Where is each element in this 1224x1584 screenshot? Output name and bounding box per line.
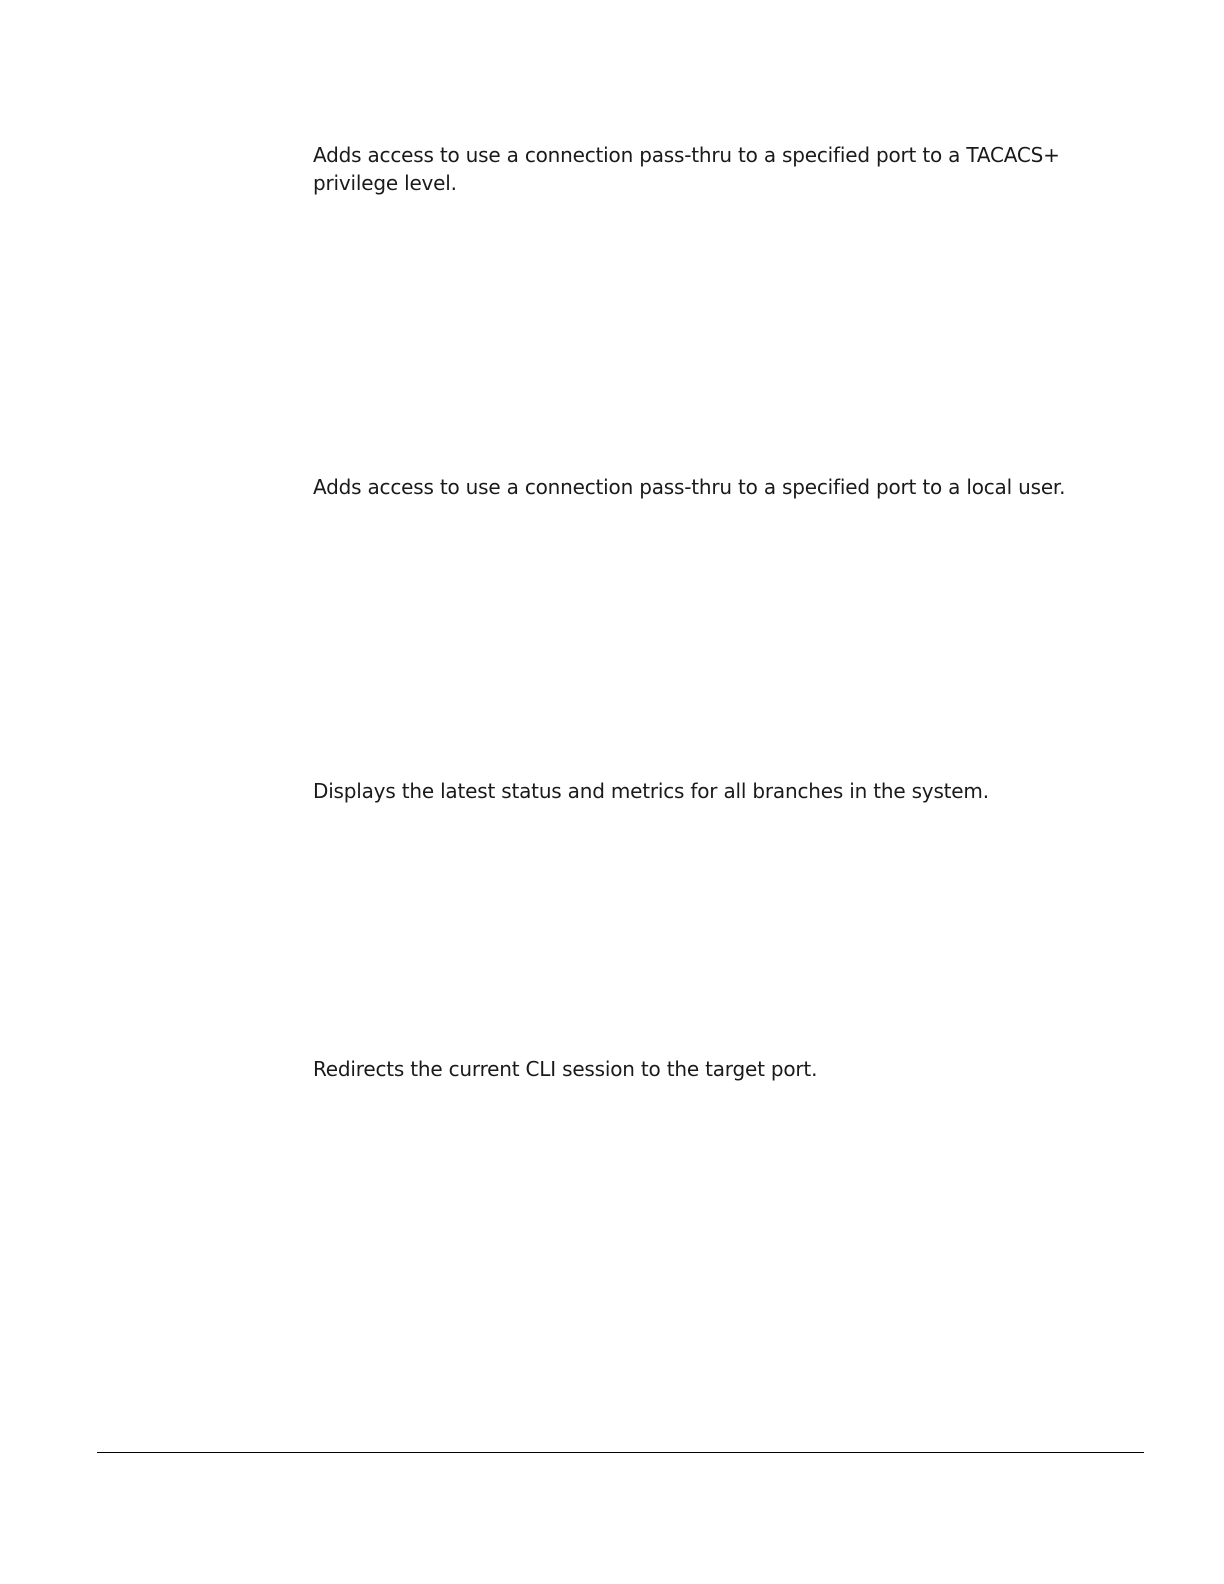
command-description: Adds access to use a connection pass-thru to a specified port to a local user. xyxy=(313,475,1066,499)
command-description: Adds access to use a connection pass-thru to a specified port to a TACACS+ privilege level. xyxy=(313,143,1060,195)
command-description: Displays the latest status and metrics for all branches in the system. xyxy=(313,779,989,803)
command-description: Redirects the current CLI session to the target port. xyxy=(313,1057,818,1081)
footer-divider xyxy=(97,1452,1144,1453)
